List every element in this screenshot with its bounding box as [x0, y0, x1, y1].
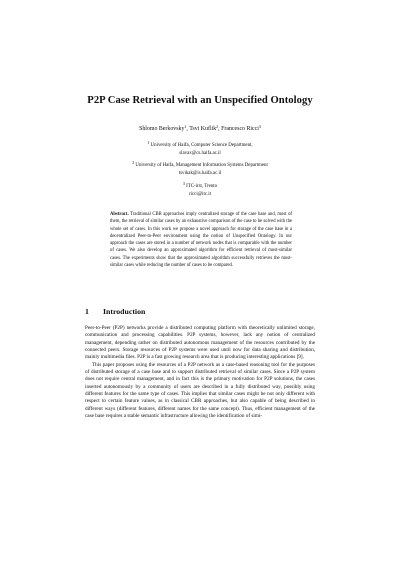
- body-paragraph: This paper proposes using the resources of a P2P network as a case-based reasoning tool for the purposes of distributed storage of a case base and to support distributed retrieval of similar cases. Since a P2P system does not require central management, and in fact this is the primary motivation for P2P solutions, the cases inserted autonomously by a community of users are described in a fully distributed way, possibly using different features for the same type of cases. This implies that similar cases might be not only different with respect to certain feature values, as in classical CBR approaches, but also capable of being described in different ways (different features, different names for the same concept). Thus, efficient management of the case base requires a stable semantic infrastructure allowing the identification of simi-: [85, 361, 315, 420]
- author-list: Shlomo Berkovsky$^1$, Tsvi Kuflik$^2$, Francesco Ricci$^3$: [139, 124, 261, 132]
- abstract: [110, 211, 292, 269]
- section-body: [85, 325, 315, 420]
- affiliation-mark: 3: [182, 181, 185, 186]
- author-affiliation-mark: 1: [184, 124, 187, 129]
- author-name: Tsvi Kuflik: [189, 126, 217, 132]
- section-title: Introduction: [103, 307, 146, 316]
- affiliation: [0, 142, 400, 157]
- abstract-label: Abstract.: [110, 212, 129, 217]
- section-number: 1: [85, 307, 89, 316]
- author-affiliation-mark: 2: [216, 124, 219, 129]
- author-name: Francesco Ricci: [221, 126, 259, 132]
- affiliation-email: ricci@itc.it: [188, 191, 212, 197]
- author-name: Shlomo Berkovsky: [139, 126, 185, 132]
- section-heading: [85, 307, 145, 316]
- body-paragraph: Peer-to-Peer (P2P) networks provide a distributed computing platform with theoretically unlimited storage, communication and processing capabilities. P2P systems, however, lack any notion of centralized management, depending rather on distributed autonomous management of the resources contributed by the connected peers. Storage resources of P2P systems were used until now for data sharing and distribution, mainly multimedia files. P2P is a fast growing research area that is producing interesting applications [9].: [85, 325, 315, 361]
- affiliation-name: ITC-irst, Trento: [186, 184, 218, 189]
- affiliation: [0, 162, 400, 177]
- author-affiliation-mark: 3: [258, 124, 261, 129]
- affiliation-email: slavax@cs.haifa.ac.il: [179, 150, 221, 156]
- affiliation: [0, 183, 400, 198]
- affiliation-name: University of Haifa, Computer Science Department,: [150, 143, 253, 148]
- paper-title: P2P Case Retrieval with an Unspecified Ontology: [87, 95, 313, 106]
- abstract-text: Traditional CBR approaches imply centralized storage of the case base and, most of them, the retrieval of similar cases by an exhaustive comparison of the case to be solved with the whole set of cases. In this work we propose a novel approach for storage of the case base in a decentralized Peer-to-Peer environment using the notion of Unspecified Ontology. In our approach the cases are stored in a number of network nodes that is comparable with the number of cases. We also develop an approximated algorithm for efficient retrieval of most-similar cases. The experiments show that the approximated algorithm successfully retrieves the most-similar cases while reducing the number of cases to be compared.: [110, 212, 292, 269]
- affiliation-email: tsvikak@is.haifa.ac.il: [178, 170, 222, 176]
- affiliation-mark: 2: [132, 160, 135, 165]
- affiliation-name: University of Haifa, Management Information Systems Department: [135, 163, 268, 168]
- affiliation-mark: 1: [147, 140, 150, 145]
